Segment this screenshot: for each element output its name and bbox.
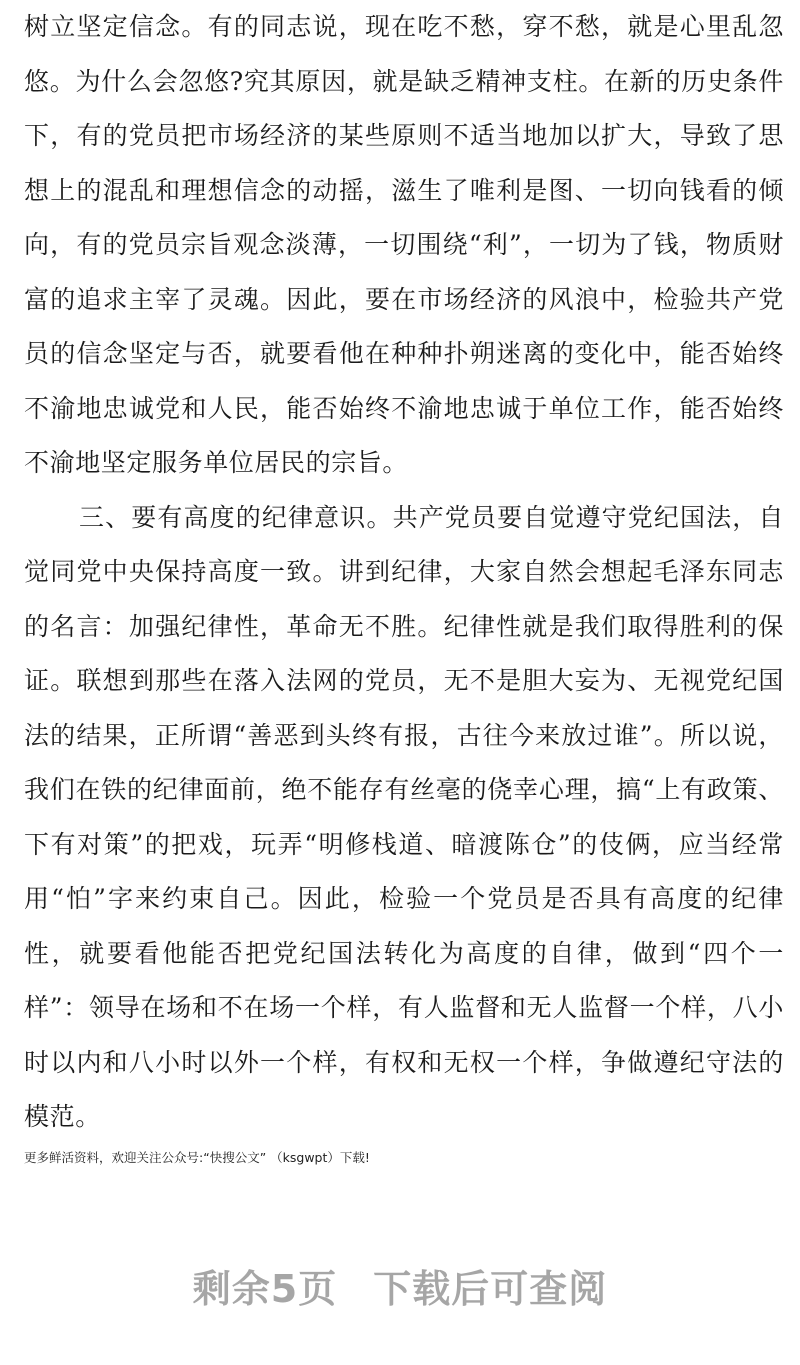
download-to-view-label: 下载后可查阅 bbox=[373, 1267, 608, 1311]
remaining-pages-banner[interactable] bbox=[0, 1258, 800, 1313]
paragraph-2: 三、要有高度的纪律意识。共产党员要自觉遵守党纪国法，自觉同党中央保持高度一致。讲到纪律，大家自然会想起毛泽东同志的名言：加强纪律性，革命无不胜。纪律性就是我们取得胜利的保证。联想到那些在落入法网的党员，无不是胆大妄为、无视党纪国法的结果，正所谓“善恶到头终有报，古往今来放过谁”。所以说，我们在铁的纪律面前，绝不能存有丝毫的侥幸心理，搞“上有政策、下有对策”的把戏，玩弄“明修栈道、暗渡陈仓”的伎俩，应当经常用“怕”字来约束自己。因此，检验一个党员是否具有高度的纪律性，就要看他能否把党纪国法转化为高度的自律，做到“四个一样”：领导在场和不在场一个样，有人监督和无人监督一个样，八小时以内和八小时以外一个样，有权和无权一个样，争做遵纪守法的模范。 bbox=[24, 502, 784, 1131]
document-body bbox=[24, 0, 784, 1145]
paragraph-1: 树立坚定信念。有的同志说，现在吃不愁，穿不愁，就是心里乱忽悠。为什么会忽悠?究其原因，就是缺乏精神支柱。在新的历史条件下，有的党员把市场经济的某些原则不适当地加以扩大，导致了思想上的混乱和理想信念的动摇，滋生了唯利是图、一切向钱看的倾向，有的党员宗旨观念淡薄，一切围绕“利”，一切为了钱，物质财富的追求主宰了灵魂。因此，要在市场经济的风浪中，检验共产党员的信念坚定与否，就要看他在种种扑朔迷离的变化中，能否始终不渝地忠诚党和人民，能否始终不渝地忠诚于单位工作，能否始终不渝地坚定服务单位居民的宗旨。 bbox=[24, 12, 784, 477]
remaining-pages-label: 剩余5页 bbox=[192, 1267, 338, 1311]
footer-note: 更多鲜活资料，欢迎关注公众号:“快搜公文” （ksgwpt）下载! bbox=[24, 1150, 370, 1165]
